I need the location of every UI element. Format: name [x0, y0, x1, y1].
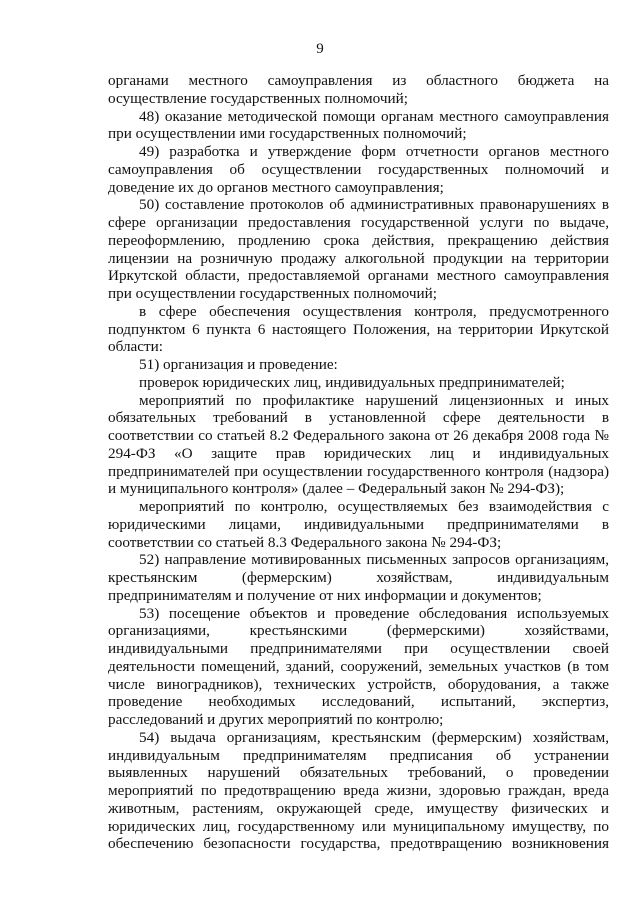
- paragraph-item-53: 53) посещение объектов и проведение обследования используемых организациями, крестьянскими (фермерскими) хозяйствами, индивидуальными предпринимателями при осуществлении своей деятельности помещений, зданий, сооружений, земельных участков (в том числе виноградников), технических устройств, оборудования, а также проведение необходимых исследований, испытаний, экспертиз, расследований и других мероприятий по контролю;: [108, 604, 609, 728]
- paragraph-inspections: проверок юридических лиц, индивидуальных предпринимателей;: [139, 373, 565, 391]
- paragraph-control-measures: мероприятий по контролю, осуществляемых без взаимодействия с юридическими лицами, индивидуальными предпринимателями в соответствии со статьей 8.3 Федерального закона № 294-ФЗ;: [108, 498, 609, 551]
- paragraph-prevention-measures: мероприятий по профилактике нарушений лицензионных и иных обязательных требований в установленной сфере деятельности в соответствии со статьей 8.2 Федерального закона от 26 декабря 2008 года № 294-ФЗ «О защите прав юридических лиц и индивидуальных предпринимателей при осуществлении государственного контроля (надзора) и муниципального контроля» (далее – Федеральный закон № 294-ФЗ);: [108, 391, 609, 498]
- paragraph-budget-continuation: органами местного самоуправления из областного бюджета на осуществление государственных полномочий;: [108, 72, 609, 107]
- paragraph-item-54: 54) выдача организациям, крестьянским (фермерским) хозяйствам, индивидуальным предпринимателям предписания об устранении выявленных нарушений обязательных требований, о проведении мероприятий по предотвращению вреда жизни, здоровью граждан, вреда животным, растениям, окружающей среде, имуществу физических и юридических лиц, государственному или муниципальному имуществу, по обеспечению безопасности государства, предотвращению возникновения: [108, 728, 609, 853]
- paragraph-item-49: 49) разработка и утверждение форм отчетности органов местного самоуправления об осуществлении государственных полномочий и доведение их до органов местного самоуправления;: [108, 143, 609, 196]
- document-body: [108, 72, 609, 853]
- page-number: 9: [316, 41, 324, 57]
- paragraph-item-48: 48) оказание методической помощи органам местного самоуправления при осуществлении ими государственных полномочий;: [108, 107, 609, 143]
- paragraph-control-scope: в сфере обеспечения осуществления контроля, предусмотренного подпунктом 6 пункта 6 настоящего Положения, на территории Иркутской области:: [108, 302, 609, 356]
- paragraph-item-52: 52) направление мотивированных письменных запросов организациям, крестьянским (фермерским) хозяйствам, индивидуальным предпринимателям и получение от них информации и документов;: [108, 551, 609, 604]
- paragraph-item-50: 50) составление протоколов об административных правонарушениях в сфере организации предоставления государственной услуги по выдаче, переоформлению, продлению срока действия, прекращению действия лицензии на розничную продажу алкогольной продукции на территории Иркутской области, предоставляемой органами местного самоуправления при осуществлении государственных полномочий;: [108, 196, 609, 302]
- paragraph-item-51: 51) организация и проведение:: [139, 356, 338, 373]
